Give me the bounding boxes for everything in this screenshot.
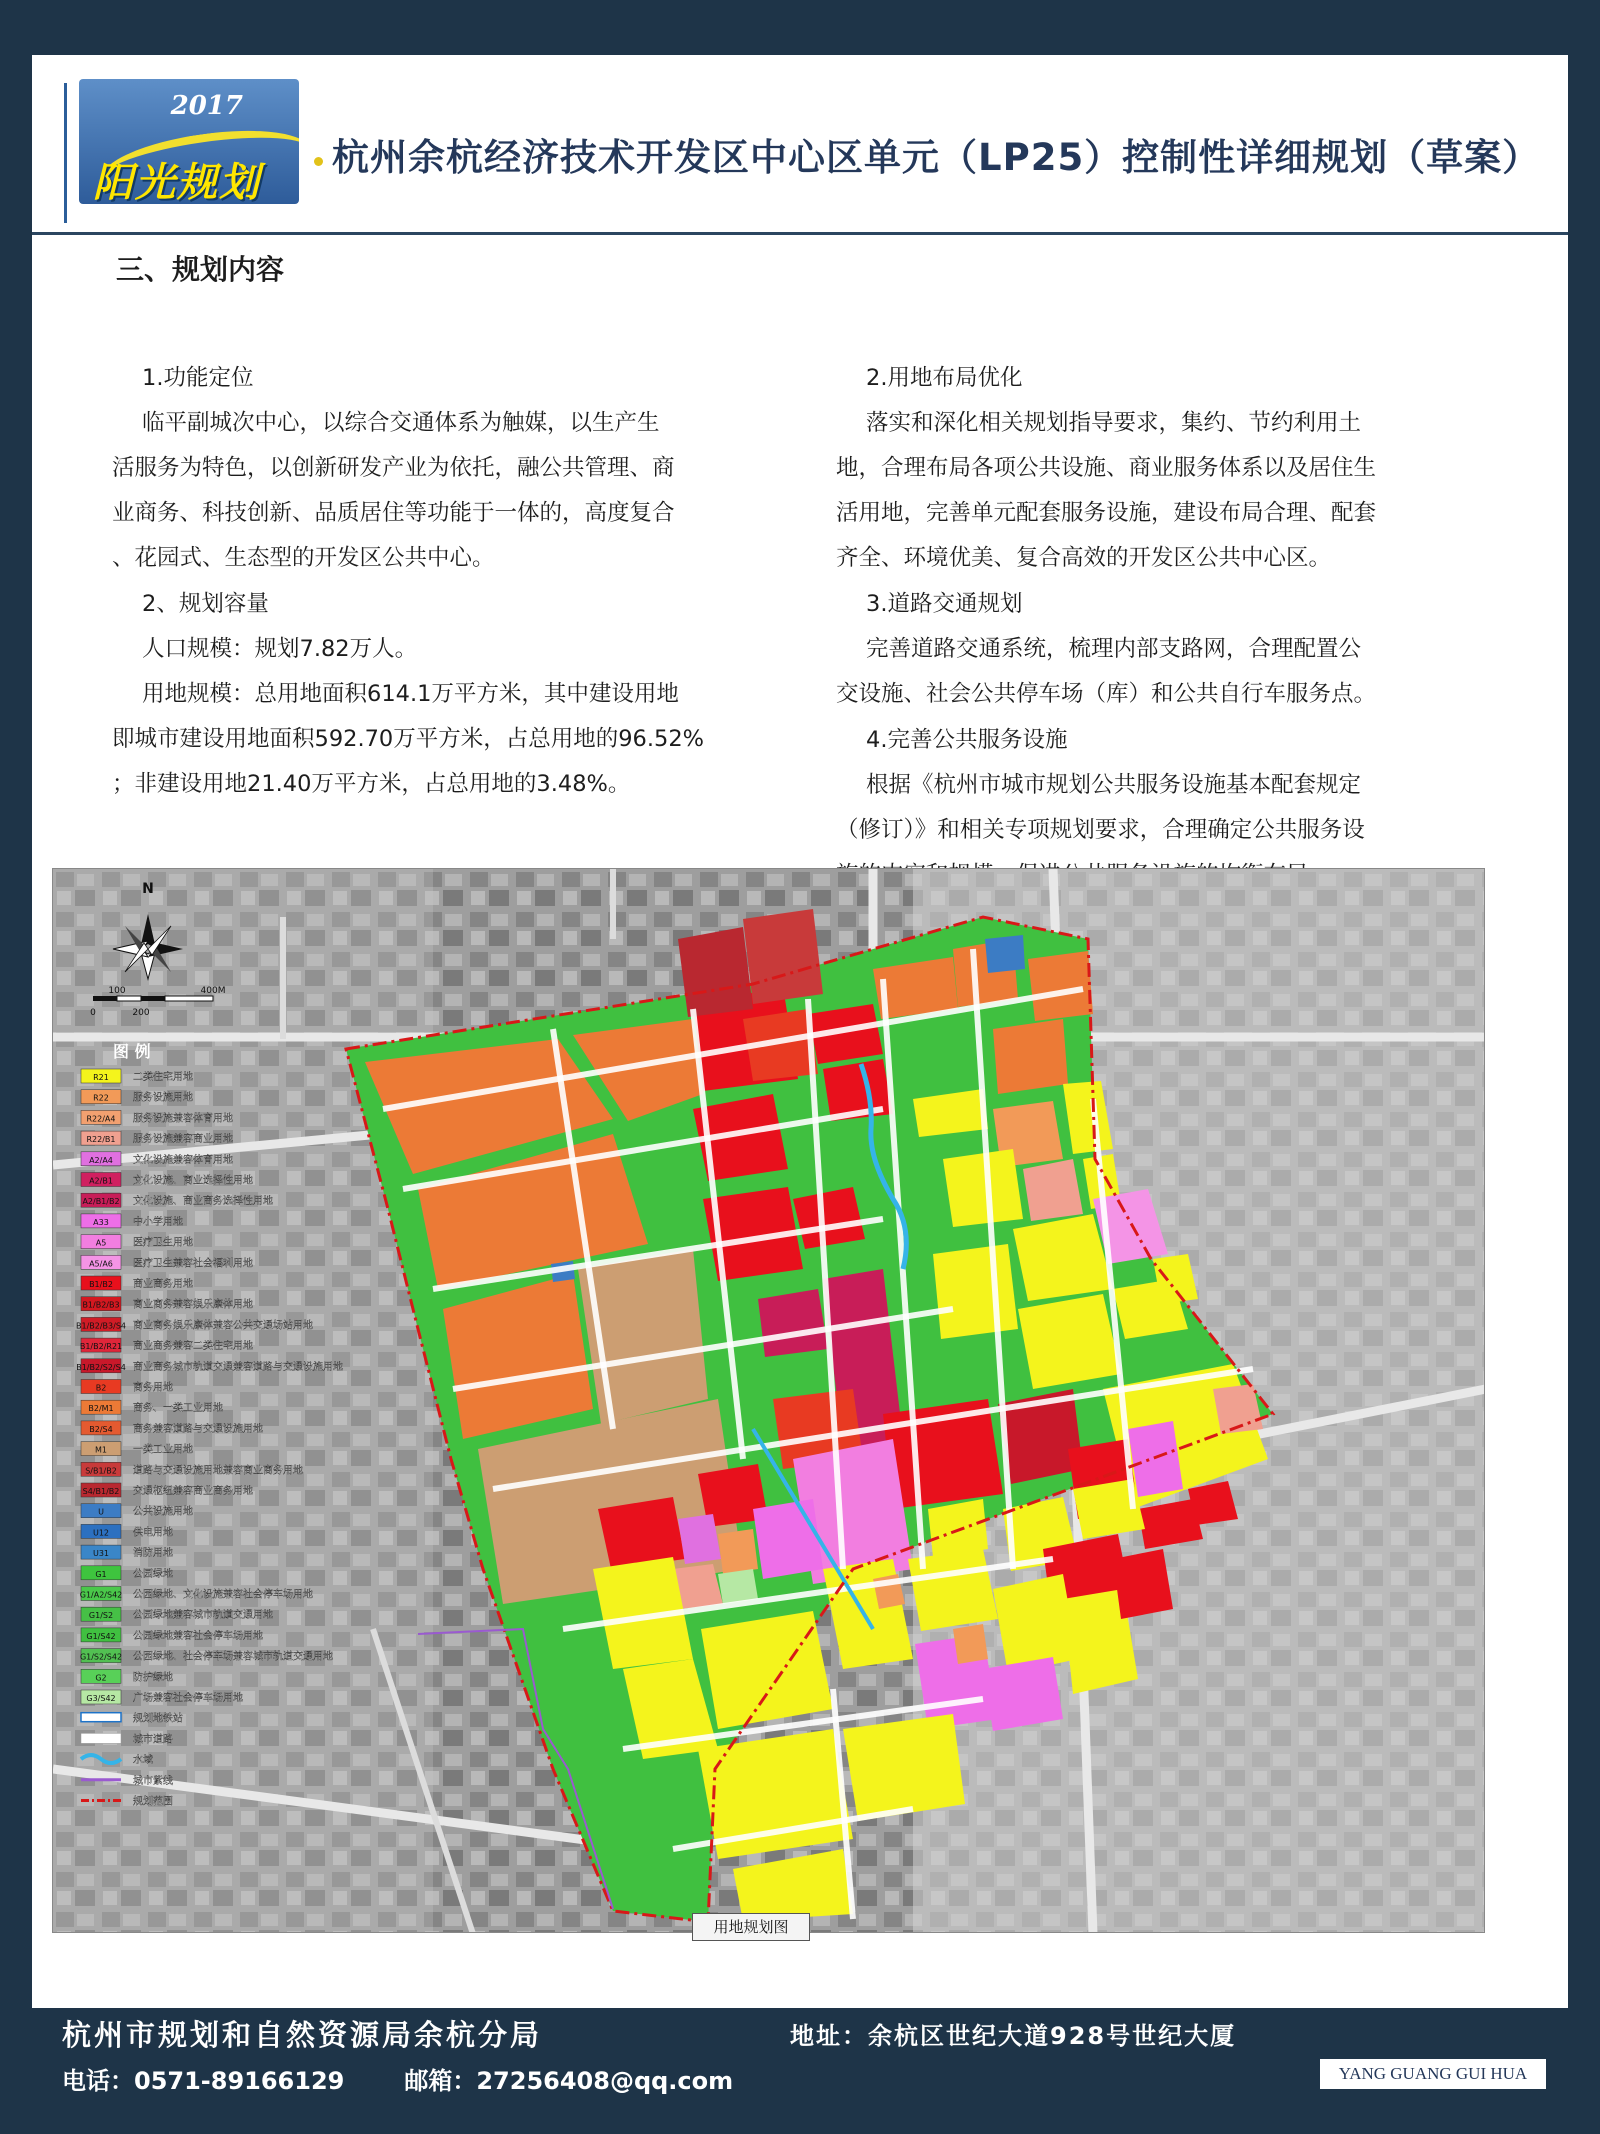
legend-code: S4/B1/B2 xyxy=(82,1487,120,1496)
land-use-map xyxy=(52,868,1485,1933)
legend-label: 中小学用地 xyxy=(133,1216,183,1228)
legend-label: 城市道路 xyxy=(133,1734,173,1746)
legend-item xyxy=(80,1649,333,1663)
legend-code: G1/S42 xyxy=(86,1631,116,1641)
legend-item xyxy=(81,1462,303,1476)
legend-code: B2/M1 xyxy=(88,1404,114,1414)
parcel-a33 xyxy=(983,1657,1063,1731)
footer-email: 邮箱：27256408@qq.com xyxy=(404,2067,734,2095)
header xyxy=(32,55,1568,235)
legend-item xyxy=(81,1504,193,1518)
legend-code: A2/B1/B2 xyxy=(82,1197,120,1207)
parcel-r21 xyxy=(1073,1479,1145,1539)
legend-item xyxy=(81,1110,233,1124)
legend-label: 规划地铁站 xyxy=(133,1713,183,1725)
scale-label: 100 xyxy=(108,986,126,996)
legend-label: 文化设施、商业选择性用地 xyxy=(133,1175,253,1187)
population-text: 人口规模：规划7.82万人。 xyxy=(142,636,418,662)
logo-year: 2017 xyxy=(170,91,243,121)
legend-item xyxy=(81,1173,253,1187)
scale-label: 0 xyxy=(90,1008,96,1018)
text-line: 齐全、环境优美、复合高效的开发区公共中心区。 xyxy=(836,545,1332,571)
header-accent-bar xyxy=(64,83,67,223)
legend-item xyxy=(81,1152,233,1166)
legend-label: 医疗卫生用地 xyxy=(133,1237,193,1249)
parcel-a2b1 xyxy=(758,1289,828,1357)
legend-label: 商业商务娱乐康体兼容公共交通场站用地 xyxy=(133,1320,313,1332)
legend-label: 商业商务兼容娱乐康体用地 xyxy=(133,1299,253,1311)
text-line: 业商务、科技创新、品质居住等功能于一体的，高度复合 xyxy=(112,500,675,526)
legend-code: B2 xyxy=(95,1383,107,1393)
legend-label: 供电用地 xyxy=(133,1527,173,1539)
legend-label: 服务设施用地 xyxy=(133,1092,193,1104)
text-line: （修订）》和相关专项规划要求，合理确定公共服务设 xyxy=(836,817,1365,843)
parcel-s4b1b2 xyxy=(678,927,753,1017)
parcel-r21 xyxy=(1018,1294,1121,1389)
legend-item xyxy=(81,1276,193,1290)
legend-label: 城市紫线 xyxy=(133,1775,173,1787)
legend-label: 医疗卫生兼容社会福利用地 xyxy=(133,1258,253,1270)
legend-code: A33 xyxy=(93,1217,109,1227)
legend-item xyxy=(81,1400,223,1414)
legend-item xyxy=(81,1297,253,1311)
footer-contact xyxy=(62,2061,733,2096)
title-dot-icon xyxy=(314,157,323,166)
legend-item xyxy=(81,1628,263,1642)
legend-item xyxy=(81,1193,273,1207)
legend-label: 商务、一类工业用地 xyxy=(133,1403,223,1415)
parcel-r21 xyxy=(943,1149,1023,1227)
legend-item xyxy=(81,1483,253,1497)
parcel-r22 xyxy=(953,1624,988,1664)
parcel-b2m1 xyxy=(993,1019,1068,1094)
parcel-g3s42 xyxy=(718,1569,758,1604)
logo-text: 阳光规划 xyxy=(93,160,261,204)
legend-code: M1 xyxy=(95,1445,107,1455)
section-heading: 三、规划内容 xyxy=(116,253,285,286)
legend-label: 公园绿地兼容城市轨道交通用地 xyxy=(133,1610,273,1622)
text-line: ；非建设用地21.40万平方米，占总用地的3.48%。 xyxy=(112,771,631,797)
legend-label: 公园绿地兼容社会停车场用地 xyxy=(133,1630,263,1642)
legend-code: B1/B2 xyxy=(89,1280,113,1289)
legend-label: 道路与交通设施用地兼容商业商务用地 xyxy=(133,1465,303,1477)
legend-code: R22/A4 xyxy=(86,1114,116,1124)
legend-label: 公园绿地、文化设施兼容社会停车场用地 xyxy=(133,1589,313,1601)
text-line: 根据《杭州市城市规划公共服务设施基本配套规定 xyxy=(866,772,1362,798)
legend-label: 文化设施、商业商务选择性用地 xyxy=(133,1196,273,1208)
legend-label: 文化设施兼容体育用地 xyxy=(133,1154,233,1166)
legend-code: U xyxy=(98,1507,104,1517)
scale-label: 200 xyxy=(132,1008,150,1018)
legend-label: 公园绿地 xyxy=(133,1568,173,1580)
legend-code: G1/A2/S42 xyxy=(79,1590,123,1600)
legend-label: 水域 xyxy=(133,1755,153,1767)
legend-item xyxy=(81,1690,243,1704)
legend-label: 二类住宅用地 xyxy=(133,1072,193,1083)
right-column xyxy=(836,355,1526,898)
legend-item xyxy=(76,1359,343,1373)
heading-traffic: 3.道路交通规划 xyxy=(866,591,1023,617)
parcel-r21 xyxy=(993,1574,1078,1674)
north-label: N xyxy=(142,881,154,897)
legend-label: 广场兼容社会停车场用地 xyxy=(133,1693,243,1704)
footer-brand: YANG GUANG GUI HUA xyxy=(1320,2059,1546,2089)
text-line: 即城市建设用地面积592.70万平方米，占总用地的96.52% xyxy=(112,726,705,752)
text-line: 活用地，完善单元配套服务设施，建设布局合理、配套 xyxy=(836,500,1377,526)
legend-item xyxy=(81,1442,193,1456)
legend-code: R22 xyxy=(93,1093,109,1103)
legend-title: 图 例 xyxy=(113,1042,151,1061)
legend-code: B1/B2/B3 xyxy=(82,1300,120,1310)
parcel-r21 xyxy=(843,1714,965,1821)
legend-code: G3/S42 xyxy=(86,1694,116,1703)
legend-code: R22/B1 xyxy=(86,1135,116,1145)
legend-item xyxy=(76,1317,313,1331)
parcel-b1b2 xyxy=(1113,1549,1173,1619)
heading-function-positioning: 1.功能定位 xyxy=(142,365,254,391)
scale-label: 400M xyxy=(200,986,226,996)
legend-code: A2/A4 xyxy=(89,1155,113,1165)
legend-item xyxy=(80,1338,253,1352)
parcel-r22 xyxy=(718,1529,758,1574)
text-line: 用地规模：总用地面积614.1万平方米，其中建设用地 xyxy=(142,681,679,707)
text-line: 交设施、社会公共停车场（库）和公共自行车服务点。 xyxy=(836,681,1377,707)
legend-label: 商务兼容道路与交通设施用地 xyxy=(133,1423,263,1435)
parcel-r21 xyxy=(928,1499,988,1557)
legend-code: U31 xyxy=(92,1549,110,1559)
legend-item xyxy=(81,1255,253,1269)
legend-item xyxy=(80,1587,313,1601)
legend-item xyxy=(81,1235,193,1249)
text-line: 临平副城次中心，以综合交通体系为触媒，以生产生 xyxy=(142,410,660,436)
parcel-u12 xyxy=(985,935,1025,973)
footer-phone: 电话：0571-89166129 xyxy=(62,2067,345,2095)
parcel-r22b1 xyxy=(1023,1159,1083,1221)
legend-item xyxy=(81,1131,233,1145)
legend-code: G1/S2/S42 xyxy=(79,1652,123,1662)
logo xyxy=(79,79,299,204)
legend-label: 服务设施兼容体育用地 xyxy=(133,1113,233,1125)
legend-item xyxy=(81,1090,193,1104)
legend-label: 公共设施用地 xyxy=(133,1506,193,1518)
legend-label: 一类工业用地 xyxy=(133,1444,193,1456)
heading-layout-optimization: 2.用地布局优化 xyxy=(866,365,1023,391)
legend-label: 消防用地 xyxy=(133,1548,173,1560)
legend-code: G2 xyxy=(95,1673,107,1683)
legend-symbol xyxy=(81,1733,121,1743)
legend-label: 商业商务用地 xyxy=(133,1279,193,1290)
legend-code: B1/B2/B3/S4 xyxy=(76,1321,126,1331)
legend-label: 交通枢纽兼容商业商务用地 xyxy=(133,1486,253,1497)
text-line: 地，合理布局各项公共设施、商业服务体系以及居住生 xyxy=(836,455,1377,481)
parcel-a33 xyxy=(753,1499,823,1579)
legend-label: 规划范围 xyxy=(133,1796,173,1808)
legend-item xyxy=(81,1069,193,1083)
left-column xyxy=(112,355,812,807)
legend-label: 商业商务兼容二类住宅用地 xyxy=(133,1341,253,1353)
legend-label: 服务设施兼容商业用地 xyxy=(133,1134,233,1146)
page-title: 杭州余杭经济技术开发区中心区单元（LP25）控制性详细规划（草案） xyxy=(332,136,1541,179)
heading-capacity: 2、规划容量 xyxy=(142,591,269,617)
legend-code: B2/S4 xyxy=(89,1424,113,1434)
legend-item xyxy=(81,1421,263,1435)
map-canvas xyxy=(53,869,1485,1933)
legend-label: 防护绿地 xyxy=(133,1672,173,1684)
parcel-r21 xyxy=(933,1244,1018,1339)
legend-label: 商务用地 xyxy=(133,1382,173,1394)
legend-label: 商业商务城市轨道交通兼容道路与交通设施用地 xyxy=(133,1361,343,1373)
text-line: 活服务为特色，以创新研发产业为依托，融公共管理、商 xyxy=(112,455,675,481)
map-caption: 用地规划图 xyxy=(692,1913,810,1941)
legend-code: A5 xyxy=(95,1238,107,1248)
parcel-sb1b2 xyxy=(743,909,823,1004)
legend-code: B1/B2/R21 xyxy=(79,1342,123,1352)
footer-address: 地址：余杭区世纪大道928号世纪大厦 xyxy=(790,2022,1237,2050)
legend-code: A2/B1 xyxy=(89,1176,113,1186)
legend-item xyxy=(81,1607,273,1621)
legend-code: B1/B2/S2/S4 xyxy=(76,1362,126,1372)
legend-code: U12 xyxy=(92,1528,110,1538)
legend-code: R21 xyxy=(93,1073,109,1082)
text-line: 完善道路交通系统，梳理内部支路网，合理配置公 xyxy=(866,636,1362,662)
text-line: 落实和深化相关规划指导要求，集约、节约利用土 xyxy=(866,410,1362,436)
legend-code: S/B1/B2 xyxy=(85,1466,117,1476)
heading-public-services: 4.完善公共服务设施 xyxy=(866,727,1068,753)
legend-code: G1 xyxy=(95,1569,107,1579)
parcel-b2m1 xyxy=(1028,951,1093,1021)
legend-label: 公园绿地、社会停车场兼容城市轨道交通用地 xyxy=(133,1651,333,1663)
footer-organization: 杭州市规划和自然资源局余杭分局 xyxy=(62,2018,543,2052)
text-line: 、花园式、生态型的开发区公共中心。 xyxy=(112,545,495,571)
legend-code: G1/S2 xyxy=(88,1611,114,1621)
legend-code: A5/A6 xyxy=(89,1259,113,1269)
legend-symbol xyxy=(81,1713,121,1722)
